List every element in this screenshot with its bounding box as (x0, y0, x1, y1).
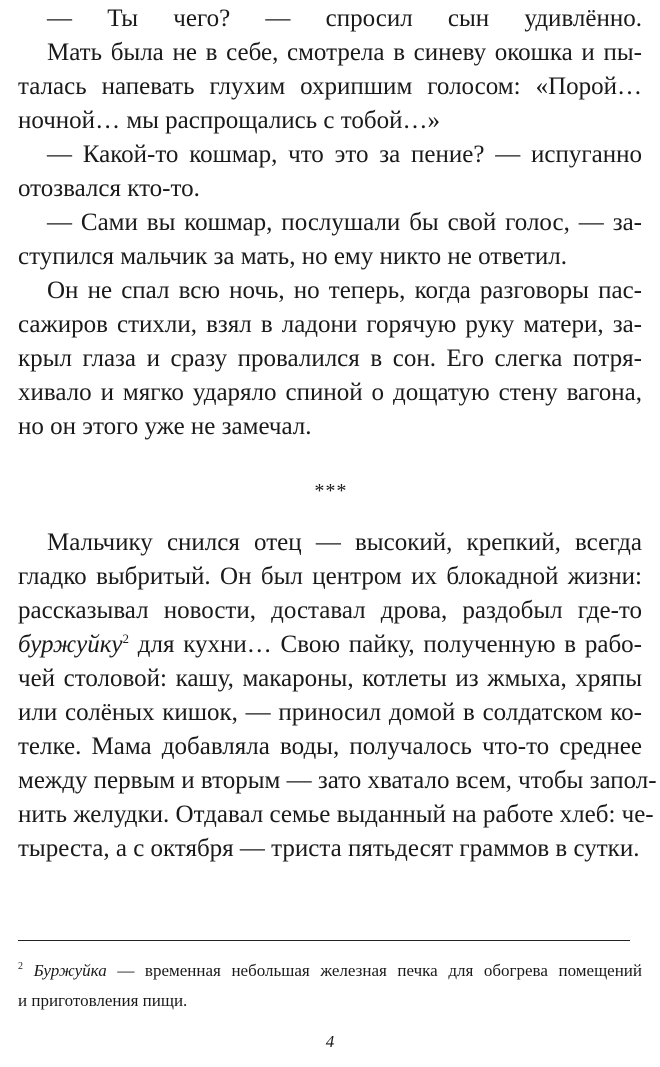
page-number: 4 (325, 1032, 335, 1051)
footnote-mark: 2 (18, 961, 23, 972)
text-line: — Какой-то кошмар, что это за пение? — испуганно (47, 141, 642, 168)
footnote-text: — временная небольшая железная печка для обогрева помещений (106, 961, 643, 980)
text-line: отозвался кто-то. (18, 175, 200, 202)
text-line: нить желудки. Отдавал семье выданный на работе хлеб: че- (18, 801, 654, 828)
text-line: Он не спал всю ночь, но теперь, когда разговоры пас- (47, 277, 642, 304)
footnote-term: Буржуйка (33, 961, 107, 980)
text-line: — Ты чего? — спросил сын удивлённо. (47, 5, 642, 32)
section-separator: *** (313, 480, 347, 502)
text-line: хивало и мягко ударяло спиной о дощатую стену вагона, (18, 379, 642, 406)
text-line: гладко выбритый. Он был центром их блокадной жизни: (18, 563, 642, 590)
text-line (18, 628, 642, 662)
footnote-divider (18, 940, 630, 941)
text-line: Мать была не в себе, смотрела в синеву окошка и пы- (47, 39, 642, 66)
text-line: — Сами вы кошмар, послушали бы свой голос, — за- (47, 209, 642, 236)
text-span: для кухни… Свою пайку, полученную в рабо- (129, 631, 642, 658)
text-line: рассказывал новости, доставал дрова, раздобыл где-то (18, 597, 642, 624)
text-line: но он этого уже не замечал. (18, 413, 312, 440)
text-line: телке. Мама добавляла воды, получалось что-то среднее (18, 733, 642, 760)
text-line: талась напевать глухим охрипшим голосом: «Порой… (18, 73, 642, 100)
text-line: или солёных кишок, — приносил домой в солдатском ко- (18, 699, 642, 726)
text-line: ночной… мы распрощались с тобой…» (18, 107, 440, 134)
text-line: ступился мальчик за мать, но ему никто не ответил. (18, 243, 568, 270)
text-line: сажиров стихли, взял в ладони горячую руку матери, за- (18, 311, 642, 338)
footnote-line: и приготовления пищи. (18, 991, 188, 1010)
text-line: Мальчику снился отец — высокий, крепкий, всегда (47, 529, 642, 556)
text-line: тыреста, а с октября — триста пятьдесят граммов в сутки. (18, 835, 640, 862)
italic-term: буржуйку (18, 631, 123, 658)
footnote-ref[interactable]: 2 (122, 631, 130, 646)
text-line: между первым и вторым — зато хватало всем, чтобы запол- (18, 767, 657, 794)
text-line: крыл глаза и сразу провалился в сон. Его слегка потря- (18, 345, 642, 372)
footnote-line (18, 958, 642, 984)
text-line: чей столовой: кашу, макароны, котлеты из жмыха, хряпы (18, 665, 642, 692)
